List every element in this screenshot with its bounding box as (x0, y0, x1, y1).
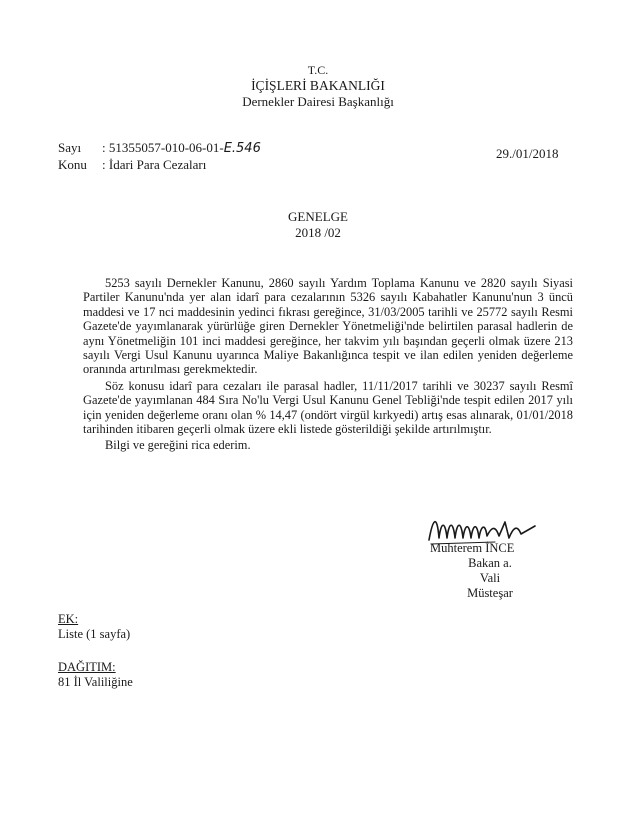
signatory-name: Muhterem İNCE (430, 541, 515, 555)
genelge-number: 2018 /02 (295, 225, 341, 240)
letterhead (0, 62, 636, 110)
genelge-title: GENELGE (288, 209, 348, 224)
ek-block (58, 612, 130, 642)
ek-item: Liste (1 sayfa) (58, 627, 131, 641)
meta-block (58, 140, 261, 173)
konu-label: Konu (58, 157, 87, 172)
body-paragraph-2: Söz konusu idarî para cezaları ile parasal hadler, 11/11/2017 tarihli ve 30237 sayılı Resmî Gazete'de yayımlanan 484 Sıra No'lu Vergi Usul Kanunu Genel Tebliği'nde tespit edilen 2017 yılı için yeniden değerleme oranı olan % 14,47 (ondört virgül kırkyedi) artış esas alınarak, 01/01/2018 tarihinden itibaren geçerli olmak üzere ekli listede gösterildiği şekilde artırılmıştır. (83, 378, 573, 437)
dagitim-heading: DAĞITIM: (58, 660, 116, 674)
body-closing: Bilgi ve gereğini rica ederim. (105, 438, 251, 453)
state-label: T.C. (307, 63, 329, 77)
sayi-row (58, 140, 261, 157)
sayi-label: Sayı (58, 140, 82, 155)
sayi-value: : 51355057-010-06-01- (102, 140, 224, 155)
signature-block (430, 541, 550, 601)
konu-value: : İdari Para Cezaları (102, 157, 207, 172)
signatory-title: Müsteşar (467, 586, 513, 600)
department-name: Dernekler Dairesi Başkanlığı (242, 94, 394, 109)
body-text (83, 276, 573, 455)
dagitim-block (58, 660, 133, 690)
signatory-line-3: Vali (479, 571, 501, 585)
konu-row (58, 157, 261, 173)
ministry-name: İÇİŞLERİ BAKANLIĞI (251, 78, 385, 93)
body-paragraph-1: 5253 sayılı Dernekler Kanunu, 2860 sayılı Yardım Toplama Kanunu ve 2820 sayılı Siyasi Partiler Kanunu'nda yer alan idarî para cezalarının 5326 sayılı Kabahatler Kanunu'nun 3 üncü maddesi ve 17 nci maddesinin yedinci fıkrası gereğince, 31/03/2005 tarihli ve 25772 sayılı Resmi Gazete'de yayımlanarak yürürlüğe giren Dernekler Yönetmeliği'nde belirtilen parasal hadlerin de aynı Yönetmeliğin 101 inci maddesi gereğince, her takvim yılı başından geçerli olmak üzere 213 sayılı Vergi Usul Kanunu uyarınca Maliye Bakanlığınca tespit ve ilan edilen yeniden değerleme oranında artırılması gerekmektedir. (83, 276, 573, 377)
genelge-heading (0, 209, 636, 241)
document-date: 29./01/2018 (496, 146, 559, 161)
ek-heading: EK: (58, 612, 79, 626)
sayi-handwritten-number: E.546 (223, 141, 261, 156)
dagitim-item: 81 İl Valiliğine (58, 675, 133, 689)
signatory-line-2: Bakan a. (468, 556, 512, 570)
